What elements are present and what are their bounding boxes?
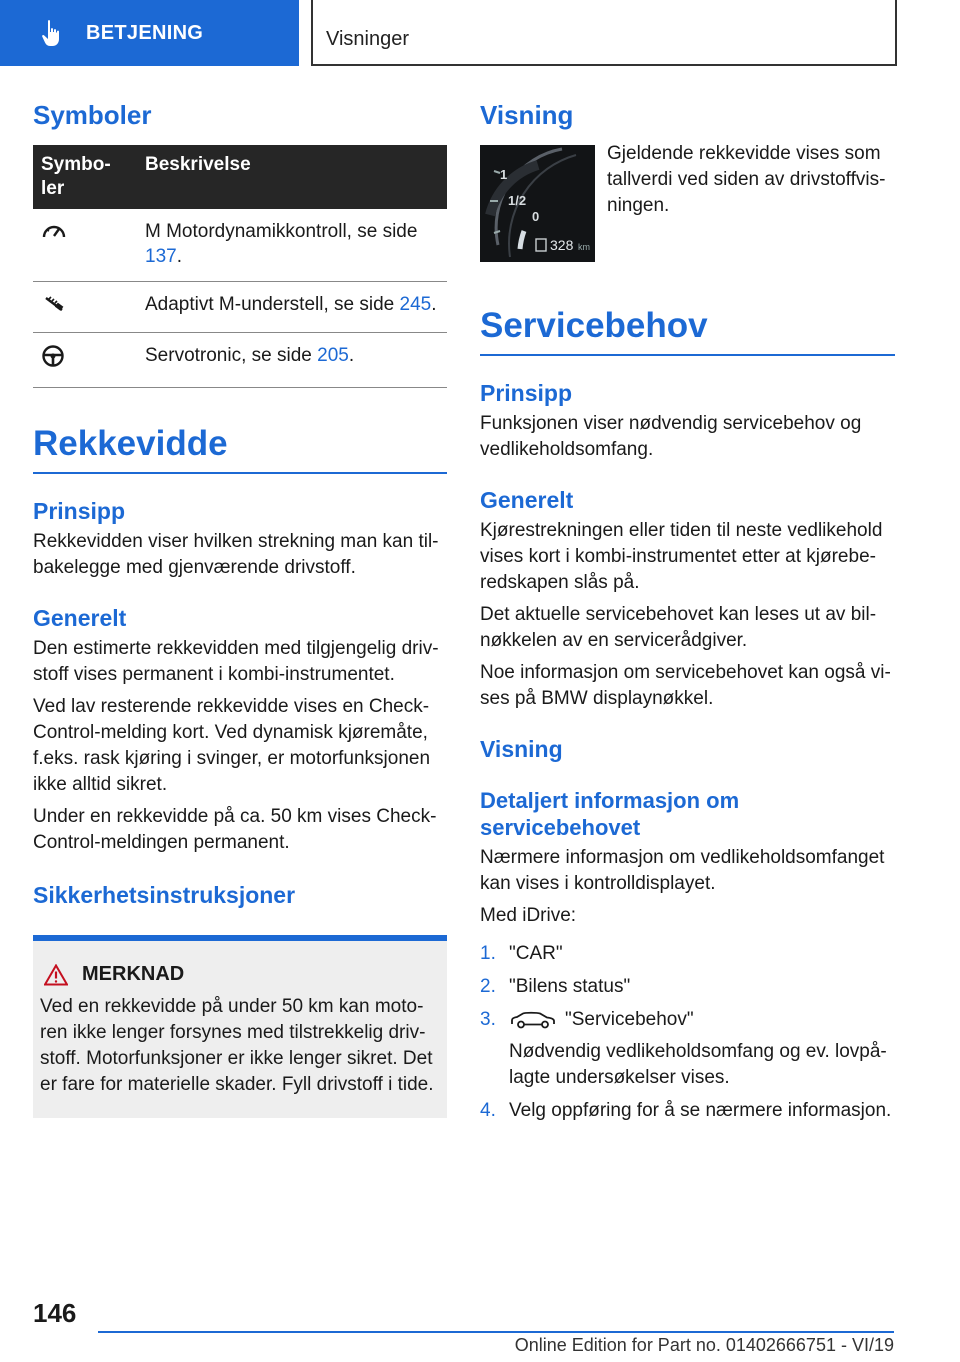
warning-icon bbox=[44, 964, 68, 986]
service-general-title: Generelt bbox=[480, 487, 574, 513]
row-text-end: . bbox=[176, 246, 182, 267]
detail-text: Nærmere informasjon om vedlikeholdsomfanget kan vises i kontrolldisplayet. bbox=[480, 847, 885, 894]
row-text: Adaptivt M-understell, se side bbox=[145, 294, 400, 315]
gauge-range-unit: km bbox=[578, 242, 590, 252]
service-display-title: Visning bbox=[480, 736, 563, 762]
list-item[interactable] bbox=[480, 1098, 895, 1124]
right-column bbox=[480, 100, 895, 1131]
range-general-p3: Under en rekkevidde på ca. 50 km vises Check-Control-meldingen permanent. bbox=[33, 806, 437, 853]
display-text: Gjeldende rekkevidde vises som tallverdi ved siden av drivstoffvis-ningen. bbox=[607, 143, 886, 216]
page-link[interactable]: 137 bbox=[145, 246, 177, 267]
range-principle-text: Rekkevidden viser hvilken strekning man kan til-bakelegge med gjenværende drivstoff. bbox=[33, 531, 439, 578]
step-text: "Servicebehov" bbox=[565, 1009, 694, 1030]
table-row bbox=[33, 209, 447, 282]
notice-box bbox=[33, 935, 447, 1118]
row-text: M Motordynamikkontroll, se side bbox=[145, 221, 418, 242]
symbols-title: Symboler bbox=[33, 100, 152, 130]
list-item[interactable] bbox=[480, 1007, 895, 1091]
step-number: 2. bbox=[480, 976, 496, 997]
range-title: Rekkevidde bbox=[33, 424, 447, 474]
symbols-table bbox=[33, 145, 447, 388]
display-title: Visning bbox=[480, 100, 574, 130]
table-row bbox=[33, 282, 447, 333]
page-link[interactable]: 205 bbox=[317, 345, 349, 366]
chapter-label: BETJENING bbox=[86, 21, 204, 44]
list-item[interactable] bbox=[480, 941, 895, 967]
list-item[interactable] bbox=[480, 974, 895, 1000]
service-title: Servicebehov bbox=[480, 306, 895, 356]
table-header-symbols bbox=[33, 145, 137, 209]
gauge-range-value: 328 bbox=[550, 237, 574, 253]
range-general-p2: Ved lav resterende rekkevidde vises en Check-Control-melding kort. Ved dynamisk kjøremåte, f.eks. rask kjøring i svinger, er motorfunksjonen ikke alltid sikret. bbox=[33, 696, 431, 795]
edition-text: Online Edition for Part no. 01402666751 - VI/19 bbox=[514, 1335, 894, 1355]
step-text: "CAR" bbox=[509, 943, 563, 964]
hand-pointer-icon bbox=[40, 19, 64, 47]
page-number: 146 bbox=[33, 1298, 77, 1328]
table-header-symbols-label: Symbo- ler bbox=[41, 154, 111, 199]
service-general-p2: Det aktuelle servicebehovet kan leses ut av bil-nøkkelen av en servicerådgiver. bbox=[480, 604, 877, 651]
row-text-end: . bbox=[431, 294, 437, 315]
steering-wheel-icon bbox=[41, 344, 65, 368]
service-principle-title: Prinsipp bbox=[480, 380, 573, 406]
section-label: Visninger bbox=[326, 28, 410, 50]
notice-text: Ved en rekkevidde på under 50 km kan moto-ren ikke lenger forsynes med tilstrekkelig driv-stoff. Motorfunksjoner er ikke lenger sikret. Det er fare for materielle skader. Fyll drivstoff i tide. bbox=[40, 996, 434, 1095]
table-header-description-label: Beskrivelse bbox=[145, 154, 251, 175]
safety-title: Sikkerhetsinstruksjoner bbox=[33, 882, 296, 908]
step-text: "Bilens status" bbox=[509, 976, 631, 997]
chapter-tab[interactable] bbox=[0, 0, 299, 66]
table-row bbox=[33, 333, 447, 388]
row-text-end: . bbox=[348, 345, 355, 366]
range-general-p1: Den estimerte rekkevidden med tilgjengelig driv-stoff vises permanent i kombi-instrumentet. bbox=[33, 638, 439, 685]
idrive-steps bbox=[480, 941, 895, 1124]
suspension-icon bbox=[41, 295, 67, 313]
footer-divider bbox=[98, 1331, 894, 1333]
step-number: 4. bbox=[480, 1100, 496, 1121]
notice-title: MERKNAD bbox=[82, 963, 185, 985]
step-number: 3. bbox=[480, 1009, 496, 1030]
idrive-text: Med iDrive: bbox=[480, 905, 577, 926]
step-text: Velg oppføring for å se nærmere informasjon. bbox=[509, 1100, 892, 1121]
left-column bbox=[33, 100, 447, 1118]
step-number: 1. bbox=[480, 943, 496, 964]
table-header-description bbox=[137, 145, 447, 209]
range-general-title: Generelt bbox=[33, 605, 127, 631]
gauge-mark-empty: 0 bbox=[532, 209, 540, 224]
gauge-mark-full: 1 bbox=[500, 167, 508, 182]
speedometer-icon bbox=[41, 222, 67, 240]
detail-title: Detaljert informasjon om servicebehovet bbox=[480, 788, 740, 840]
fuel-gauge-image bbox=[480, 145, 595, 262]
step-note: Nødvendig vedlikeholdsomfang og ev. lovpå-lagte undersøkelser vises. bbox=[509, 1041, 887, 1088]
range-principle-title: Prinsipp bbox=[33, 498, 126, 524]
gauge-mark-half: 1/2 bbox=[508, 193, 527, 208]
page-link[interactable]: 245 bbox=[399, 294, 432, 315]
service-principle-text: Funksjonen viser nødvendig servicebehov og vedlikeholdsomfang. bbox=[480, 413, 862, 460]
service-general-p3: Noe informasjon om servicebehovet kan også vi-ses på BMW displaynøkkel. bbox=[480, 662, 891, 709]
row-text: Servotronic, se side bbox=[145, 345, 318, 366]
service-general-p1: Kjørestrekningen eller tiden til neste vedlikehold vises kort i kombi-instrumentet etter at kjørebe-redskapen slås på. bbox=[480, 520, 883, 593]
car-icon bbox=[509, 1010, 557, 1030]
section-header bbox=[311, 0, 897, 66]
